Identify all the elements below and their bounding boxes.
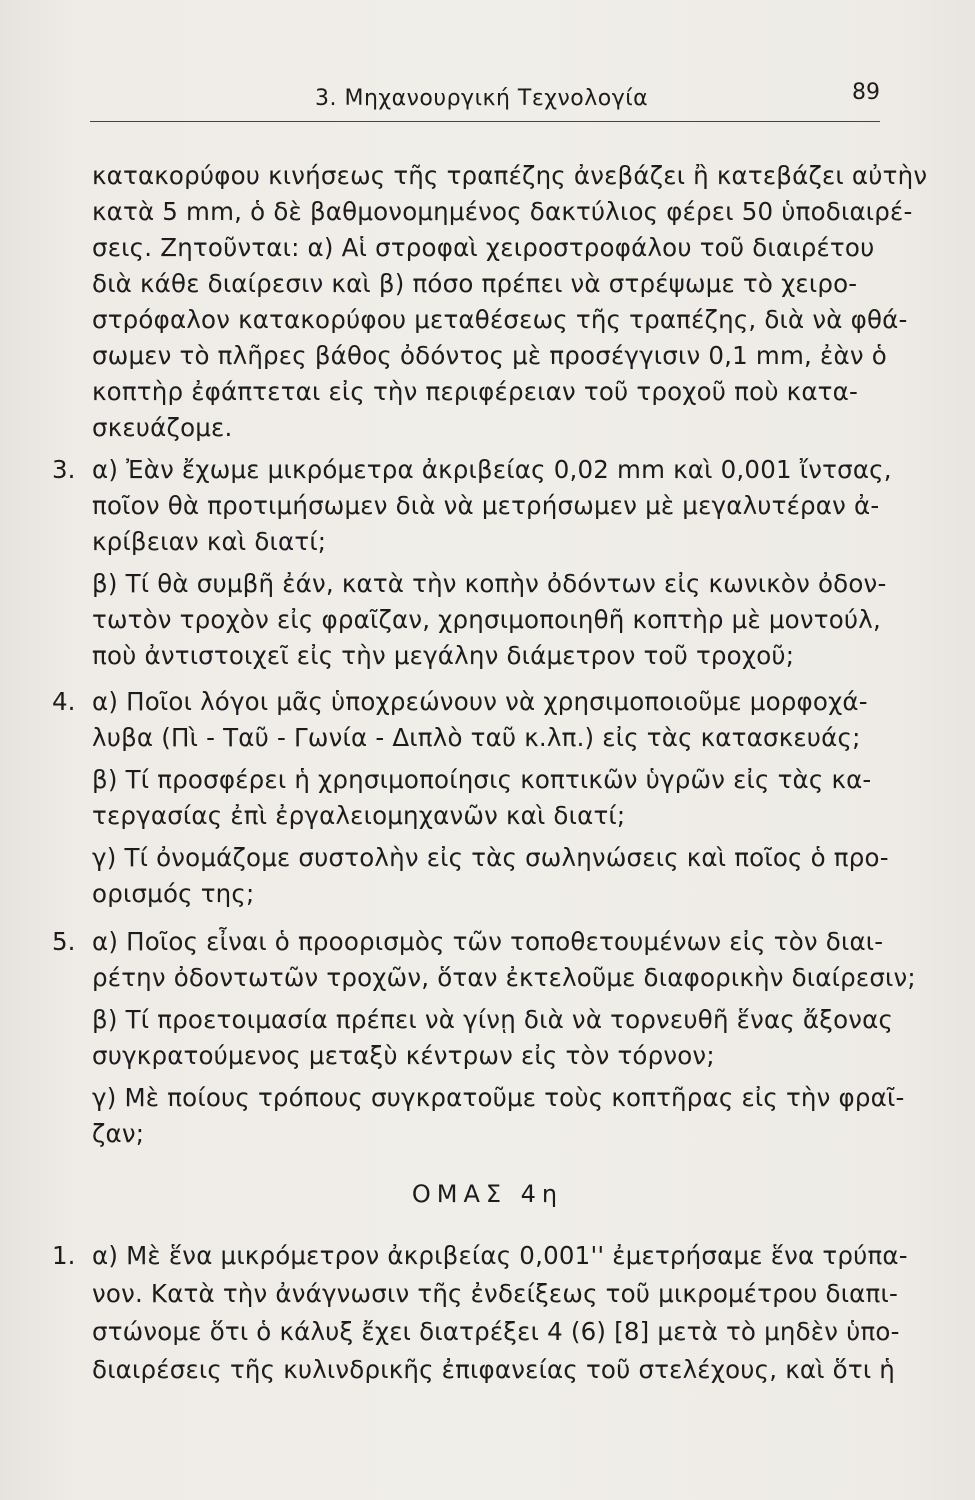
question-number: 4. xyxy=(52,687,76,716)
text-line: διαιρέσεις τῆς κυλινδρικῆς ἐπιφανείας τοῦ στελέχους, καὶ ὅτι ἡ xyxy=(92,1355,896,1384)
text-line: ρέτην ὀδοντωτῶν τροχῶν, ὅταν ἐκτελοῦμε διαφορικὴν διαίρεσιν; xyxy=(92,963,916,992)
text-line: κατὰ 5 mm, ὁ δὲ βαθμονομημένος δακτύλιος φέρει 50 ὑποδιαιρέ- xyxy=(92,197,913,226)
text-line: ορισμός της; xyxy=(92,879,255,908)
text-line: α) Ποῖοι λόγοι μᾶς ὑποχρεώνουν νὰ χρησιμοποιοῦμε μορφοχά- xyxy=(92,687,868,716)
text-line: διὰ κάθε διαίρεσιν καὶ β) πόσο πρέπει νὰ στρέψωμε τὸ χειρο- xyxy=(92,269,858,298)
text-line: στρόφαλον κατακορύφου μεταθέσεως τῆς τραπέζης, διὰ νὰ φθά- xyxy=(92,305,908,334)
text-line: κοπτὴρ ἐφάπτεται εἰς τὴν περιφέρειαν τοῦ τροχοῦ ποὺ κατα- xyxy=(92,377,859,406)
text-line: στώνομε ὅτι ὁ κάλυξ ἔχει διατρέξει 4 (6) [8] μετὰ τὸ μηδὲν ὑπο- xyxy=(92,1317,900,1346)
page-number: 89 xyxy=(852,80,880,105)
question-number: 1. xyxy=(52,1241,76,1270)
group-heading: ΟΜΑΣ 4η xyxy=(411,1180,564,1208)
chapter-title: 3. Μηχανουργική Τεχνολογία xyxy=(315,86,649,111)
text-line: τωτὸν τροχὸν εἰς φραῖζαν, χρησιμοποιηθῆ κοπτὴρ μὲ μοντούλ, xyxy=(92,605,881,634)
text-line: κρίβειαν καὶ διατί; xyxy=(92,527,327,556)
text-line: ζαν; xyxy=(92,1119,145,1148)
question-number: 3. xyxy=(52,455,76,484)
text-line: α) Μὲ ἕνα μικρόμετρον ἀκριβείας 0,001'' ἐμετρήσαμε ἕνα τρύπα- xyxy=(92,1241,908,1270)
text-line: γ) Μὲ ποίους τρόπους συγκρατοῦμε τοὺς κοπτῆρας εἰς τὴν φραῖ- xyxy=(92,1083,905,1112)
text-line: τεργασίας ἐπὶ ἐργαλειομηχανῶν καὶ διατί; xyxy=(92,801,626,830)
text-line: β) Τί προετοιμασία πρέπει νὰ γίνῃ διὰ νὰ τορνευθῆ ἕνας ἄξονας xyxy=(92,1005,894,1034)
text-line: συγκρατούμενος μεταξὺ κέντρων εἰς τὸν τόρνον; xyxy=(92,1041,715,1070)
question-number: 5. xyxy=(52,927,76,956)
text-line: ποὺ ἀντιστοιχεῖ εἰς τὴν μεγάλην διάμετρον τοῦ τροχοῦ; xyxy=(92,641,795,670)
text-line: κατακορύφου κινήσεως τῆς τραπέζης ἀνεβάζει ἢ κατεβάζει αὐτὴν xyxy=(92,161,928,190)
text-line: νον. Κατὰ τὴν ἀνάγνωσιν τῆς ἐνδείξεως τοῦ μικρομέτρου διαπι- xyxy=(92,1279,899,1308)
text-line: σωμεν τὸ πλῆρες βάθος ὀδόντος μὲ προσέγγισιν 0,1 mm, ἐὰν ὁ xyxy=(92,341,887,370)
text-line: α) Ποῖος εἶναι ὁ προορισμὸς τῶν τοποθετουμένων εἰς τὸν διαι- xyxy=(92,927,884,956)
text-line: ποῖον θὰ προτιμήσωμεν διὰ νὰ μετρήσωμεν μὲ μεγαλυτέραν ἀ- xyxy=(92,491,880,520)
text-line: β) Τί θὰ συμβῆ ἐάν, κατὰ τὴν κοπὴν ὀδόντων εἰς κωνικὸν ὀδον- xyxy=(92,569,887,598)
text-line: α) Ἐὰν ἔχωμε μικρόμετρα ἀκριβείας 0,02 mm καὶ 0,001 ἴντσας, xyxy=(92,455,892,484)
text-line: β) Τί προσφέρει ἡ χρησιμοποίησις κοπτικῶν ὑγρῶν εἰς τὰς κα- xyxy=(92,765,872,794)
text-line: σκευάζομε. xyxy=(92,413,233,442)
text-line: λυβα (Πὶ - Ταῦ - Γωνία - Διπλὸ ταῦ κ.λπ.) εἰς τὰς κατασκευάς; xyxy=(92,723,861,752)
text-line: σεις. Ζητοῦνται: α) Αἱ στροφαὶ χειροστροφάλου τοῦ διαιρέτου xyxy=(92,233,875,262)
text-line: γ) Τί ὀνομάζομε συστολὴν εἰς τὰς σωληνώσεις καὶ ποῖος ὁ προ- xyxy=(92,843,889,872)
